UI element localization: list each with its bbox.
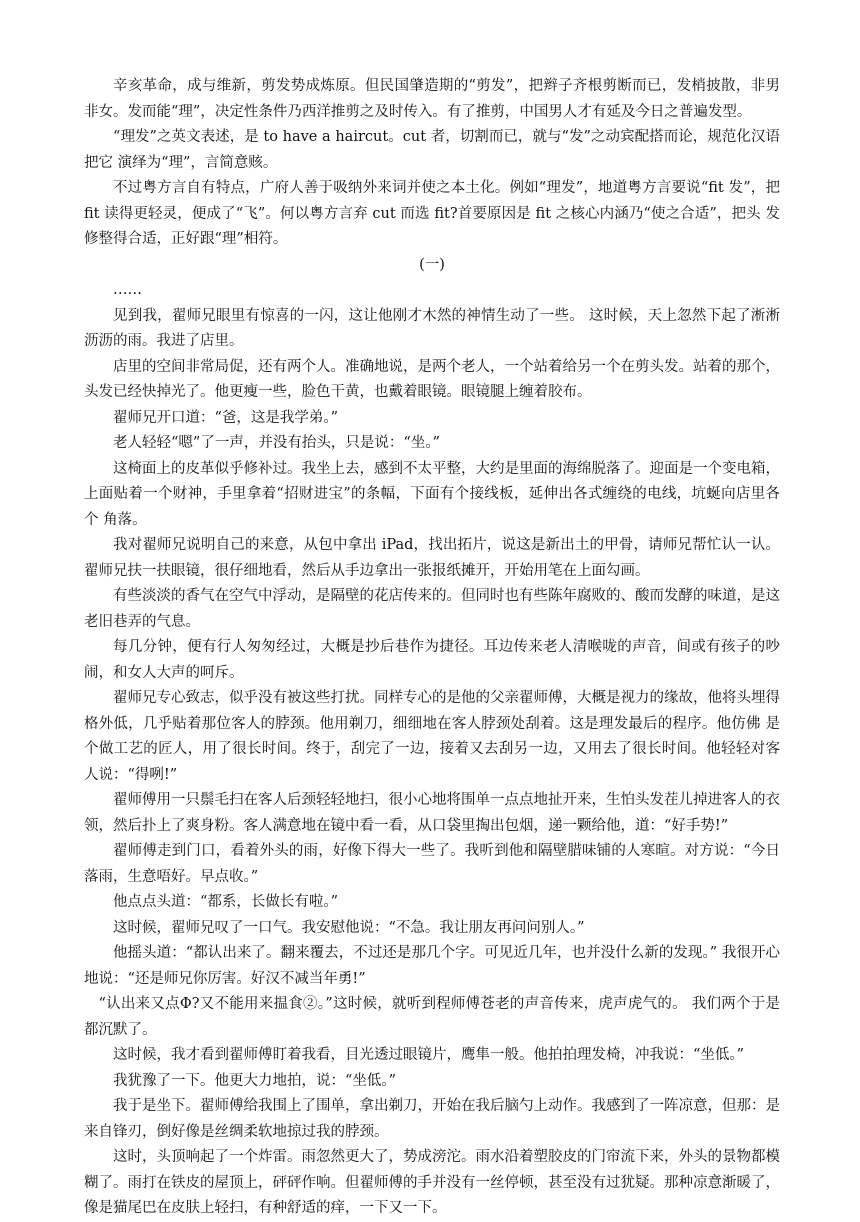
story-paragraph: 见到我，翟师兄眼里有惊喜的一闪，这让他刚才木然的神情生动了一些。 这时候，天上忽然下起了淅淅沥沥的雨。我进了店里。 [84,307,780,349]
ellipsis: …… [113,282,142,298]
story-paragraph: “认出来又点Φ?又不能用来揾食②。”这时候，就听到程师傅苍老的声音传来，虎声虎气的。 我们两个于是都沉默了。 [84,996,780,1038]
paragraph-cantonese: 不过粤方言自有特点，广府人善于吸纳外来词并使之本土化。例如“理发”，地道粤方言要说“fit 发”，把 fit 读得更轻灵，便成了“飞”。何以粤方言弃 cut 而选 fit?首要原因是 fit 之核心内涵乃“使之合适”，把头 发修整得合适，正好跟“理”相符。 [84,180,780,247]
story-paragraph: 他摇头道：“都认出来了。翻来覆去，不过还是那几个字。可见近几年，也并没什么新的发现。” 我很开心地说：“还是师兄你厉害。好汉不减当年勇!” [84,945,780,987]
story-paragraph: 翟师兄专心致志，似乎没有被这些打扰。同样专心的是他的父亲翟师傅，大概是视力的缘故，他将头埋得格外低，几乎贴着那位客人的脖颈。他用剃刀，细细地在客人脖颈处刮着。这是理发最后的程序。他仿佛 是个做工艺的匠人，用了很长时间。终于，刮完了一边，接着又去刮另一边，又用去了很长时间。他轻轻对客 人说：“得咧!” [84,690,780,783]
story-paragraph: 翟师傅走到门口，看着外头的雨，好像下得大一些了。我听到他和隔壁腊味铺的人寒暄。对方说：“今日落雨，生意唔好。早点收。” [84,843,780,885]
story-paragraph: 我犹豫了一下。他更大力地拍，说：“坐低。” [113,1072,397,1089]
story-paragraph: 这时，头顶响起了一个炸雷。雨忽然更大了，势成滂沱。雨水沿着塑胶皮的门帘流下来，外头的景物都模糊了。雨打在铁皮的屋顶上，砰砰作响。但翟师傅的手并没有一丝停顿，甚至没有过犹疑。那种凉意渐暖了，像是猫尾巴在皮肤上轻扫，有种舒适的痒，一下又一下。 [84,1149,780,1216]
story-paragraph: 有些淡淡的香气在空气中浮动，是隔壁的花店传来的。但同时也有些陈年腐败的、酸而发酵的味道，是这老旧巷弄的气息。 [84,588,780,630]
story-paragraph: 老人轻轻“嗯”了一声，并没有抬头，只是说：“坐。” [113,435,440,451]
story-paragraph: 翟师兄开口道：“爸，这是我学弟。” [113,409,339,426]
story-paragraph: 他点点头道：“都系，长做长有啦。” [113,894,339,910]
story-paragraph: 每几分钟，便有行人匆匆经过，大概是抄后巷作为捷径。耳边传来老人清喉咙的声音，间或有孩子的吵闹，和女人大声的呵斥。 [84,639,780,681]
story-paragraph: 我于是坐下。翟师傅给我围上了围单，拿出剃刀，开始在我后脑勺上动作。我感到了一阵凉意，但那：是来自锋刃，倒好像是丝绸柔软地掠过我的脖颈。 [84,1098,780,1140]
paragraph-haircut-english: “理发”之英文表述，是 to have a haircut。cut 者，切割而已，就与“发”之动宾配搭而论，规范化汉语把它 演绎为“理”，言简意赅。 [84,129,780,171]
story-paragraph: 翟师傅用一只鬃毛扫在客人后颈轻轻地扫，很小心地将围单一点点地扯开来，生怕头发茬儿掉进客人的衣领，然后扑上了爽身粉。客人满意地在镜中看一看，从口袋里掏出包烟，递一颗给他，道：“好手势!” [84,792,780,834]
section-heading: (一) [419,256,445,273]
paragraph-xinhai: 辛亥革命，成与维新，剪发势成炼原。但民国肇造期的“剪发”，把辫子齐根剪断而已，发梢披散，非男非女。发而能“理”，决定性条件乃西洋推剪之及时传入。有了推剪，中国男人才有延及今日之普遍发型。 [84,78,780,120]
story-paragraph: 这时候，翟师兄叹了一口气。我安慰他说：“不急。我让朋友再问问别人。” [113,919,585,936]
story-paragraph: 这时候，我才看到翟师傅盯着我看，目光透过眼镜片，鹰隼一般。他拍拍理发椅，冲我说：“坐低。” [113,1047,745,1063]
story-paragraph: 我对翟师兄说明自己的来意，从包中拿出 iPad，找出拓片，说这是新出土的甲骨，请师兄帮忙认一认。翟师兄扶一扶眼镜，很仔细地看，然后从手边拿出一张报纸摊开，开始用笔在上面勾画。 [84,537,780,579]
story-paragraph: 店里的空间非常局促，还有两个人。准确地说，是两个老人，一个站着给另一个在剪头发。站着的那个， 头发已经快掉光了。他更瘦一些，脸色干黄，也戴着眼镜。眼镜腿上缠着胶布。 [84,358,780,400]
story-paragraph: 这椅面上的皮革似乎修补过。我坐上去，感到不太平整，大约是里面的海绵脱落了。迎面是一个变电箱，上面贴着一个财神，手里拿着“招财进宝”的条幅，下面有个接线板，延伸出各式缠绕的电线，坑蜒向店里各个 角落。 [84,460,780,528]
